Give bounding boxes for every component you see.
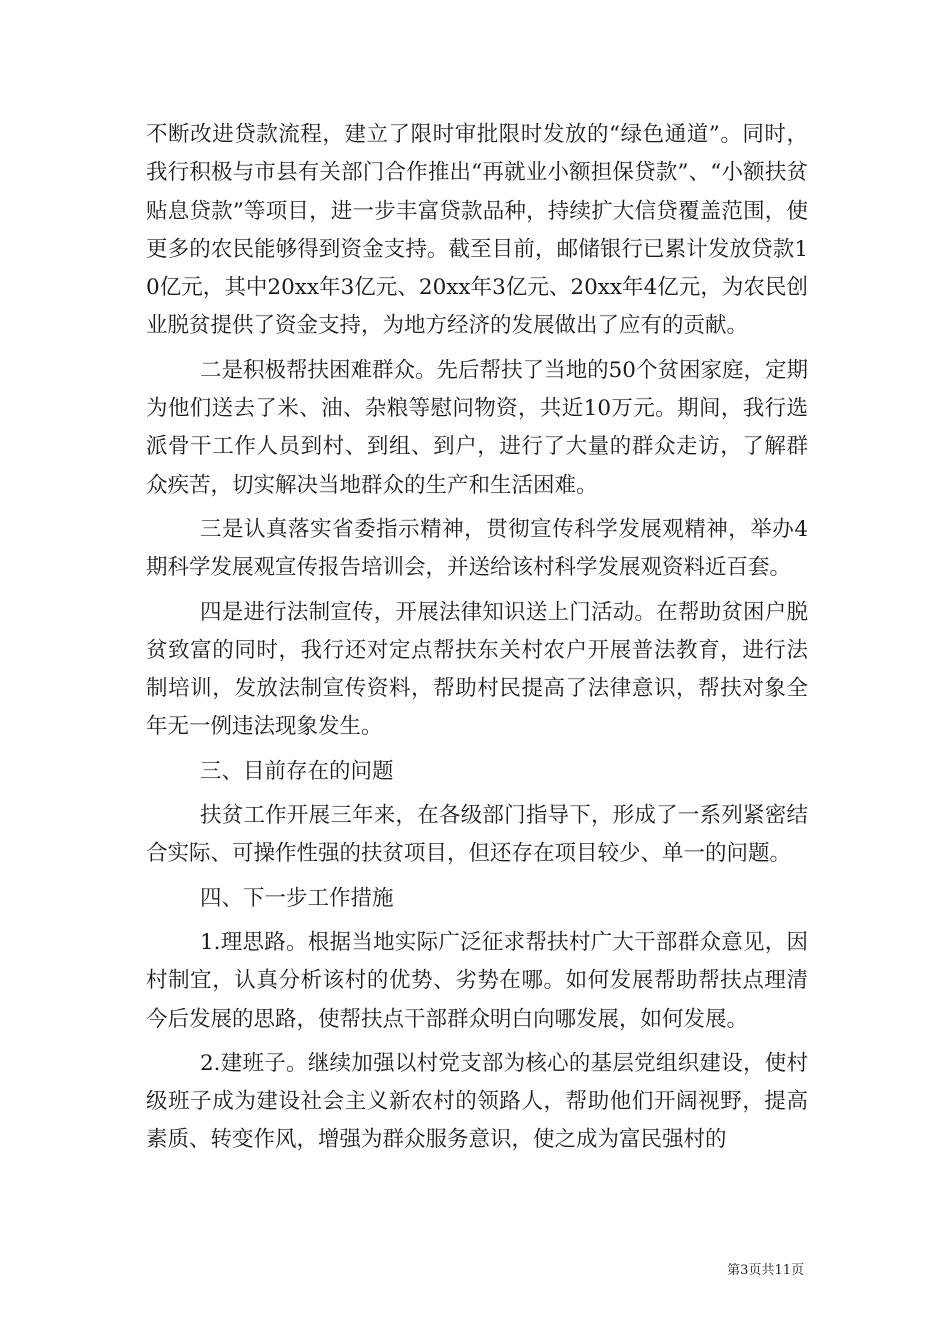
paragraph-step-1: 1.理思路。根据当地实际广泛征求帮扶村广大干部群众意见，因村制宜，认真分析该村的优势、劣势在哪。如何发展帮助帮扶点理清今后发展的思路，使帮扶点干部群众明白向哪发展，如何发展。 [146,929,808,1032]
page-number-footer: 第3页共11页 [727,1263,804,1278]
section-heading-problems: 三、目前存在的问题 [200,758,394,784]
document-body [146,116,808,1166]
paragraph-scientific-development: 三是认真落实省委指示精神，贯彻宣传科学发展观精神，举办4期科学发展观宣传报告培训会，并送给该村科学发展观资料近百套。 [146,516,808,581]
paragraph-legal-publicity: 四是进行法制宣传，开展法律知识送上门活动。在帮助贫困户脱贫致富的同时，我行还对定点帮扶东关村农户开展普法教育，进行法制培训，发放法制宣传资料，帮助村民提高了法律意识，帮扶对象全年无一例违法现象发生。 [146,599,808,740]
paragraph-problems: 扶贫工作开展三年来，在各级部门指导下，形成了一系列紧密结合实际、可操作性强的扶贫项目，但还存在项目较少、单一的问题。 [146,803,808,867]
paragraph-step-2: 2.建班子。继续加强以村党支部为核心的基层党组织建设，使村级班子成为建设社会主义新农村的领路人，帮助他们开阔视野，提高素质、转变作风，增强为群众服务意识，使之成为富民强村的 [146,1050,808,1153]
paragraph-loan-process: 不断改进贷款流程，建立了限时审批限时发放的“绿色通道”。同时，我行积极与市县有关部门合作推出“再就业小额担保贷款”、“小额扶贫贴息贷款”等项目，进一步丰富贷款品种，持续扩大信贷覆盖范围，使更多的农民能够得到资金支持。截至目前，邮储银行已累计发放贷款10亿元，其中20xx年3亿元、20xx年3亿元、20xx年4亿元，为农民创业脱贫提供了资金支持，为地方经济的发展做出了应有的贡献。 [146,122,808,339]
paragraph-help-poor-masses: 二是积极帮扶困难群众。先后帮扶了当地的50个贫困家庭，定期为他们送去了米、油、杂粮等慰问物资，共近10万元。期间，我行选派骨干工作人员到村、到组、到户，进行了大量的群众走访，了解群众疾苦，切实解决当地群众的生产和生活困难。 [146,357,808,498]
section-heading-next-steps: 四、下一步工作措施 [200,885,394,911]
